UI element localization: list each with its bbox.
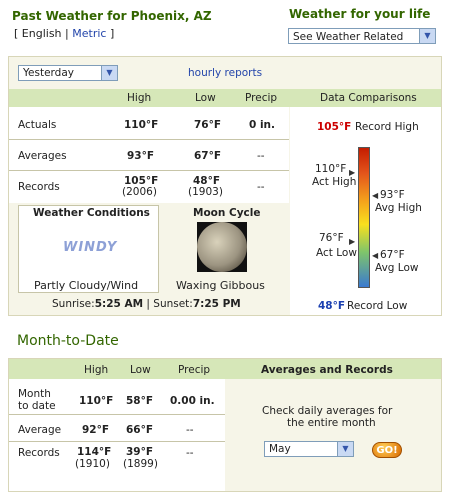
- col-comparisons: Data Comparisons: [320, 92, 417, 104]
- actual-high: 110°F: [124, 119, 159, 131]
- mtd-record-low-year: (1899): [123, 458, 158, 470]
- record-high-label: Record High: [355, 121, 419, 133]
- row-label-actuals: Actuals: [18, 119, 57, 131]
- mtd-row-label-2: to date: [18, 400, 56, 412]
- temperature-gradient-bar: [358, 147, 370, 288]
- units-separator: |: [65, 27, 69, 40]
- units-bracket-close: ]: [109, 27, 115, 40]
- mtd-col-high: High: [84, 364, 109, 376]
- chevron-down-icon[interactable]: ▼: [337, 442, 353, 456]
- mtd-col-low: Low: [130, 364, 151, 376]
- moon-title: Moon Cycle: [193, 207, 261, 219]
- record-low-value: 48°F: [318, 300, 346, 312]
- actual-low: 76°F: [194, 119, 222, 131]
- mtd-col-precip: Precip: [178, 364, 211, 376]
- go-button[interactable]: GO!: [372, 442, 402, 458]
- units-metric-link[interactable]: Metric: [72, 27, 107, 40]
- mtd-precip: 0.00 in.: [170, 395, 215, 407]
- mtd-average-label: Average: [18, 424, 62, 436]
- actual-low-value: 76°F: [319, 232, 344, 244]
- record-low-year: (1903): [188, 186, 223, 198]
- mtd-title: Month-to-Date: [17, 333, 119, 349]
- col-low: Low: [195, 92, 216, 104]
- record-high-value: 105°F: [317, 121, 352, 133]
- page-title: Past Weather for Phoenix, AZ: [12, 9, 212, 23]
- mtd-high: 110°F: [79, 395, 114, 407]
- mtd-low: 58°F: [126, 395, 154, 407]
- pointer-right-icon: ▶: [349, 237, 356, 246]
- sun-times: [52, 298, 241, 310]
- mtd-records-label: Records: [18, 447, 60, 459]
- period-select-value: Yesterday: [23, 67, 74, 79]
- col-precip: Precip: [245, 92, 278, 104]
- mtd-avg-low: 66°F: [126, 424, 154, 436]
- sunrise-label: Sunrise:: [52, 298, 95, 310]
- period-select[interactable]: [18, 65, 118, 81]
- pointer-left-icon: ◀: [372, 191, 379, 200]
- mtd-record-low: 39°F: [126, 446, 154, 458]
- chevron-down-icon[interactable]: ▼: [101, 66, 117, 80]
- divider: [9, 441, 225, 442]
- moon-phase-icon: [197, 222, 247, 272]
- mtd-record-high: 114°F: [77, 446, 112, 458]
- ar-text-1: Check daily averages for: [262, 405, 393, 417]
- avg-high-value: 93°F: [380, 189, 405, 201]
- avg-low-value: 67°F: [380, 249, 405, 261]
- sunset-label: Sunset:: [153, 298, 193, 310]
- moon-text: Waxing Gibbous: [176, 279, 265, 292]
- unit-switcher: [14, 27, 114, 40]
- record-low: 48°F: [193, 175, 221, 187]
- avg-precip: --: [257, 150, 265, 162]
- divider: [9, 139, 289, 140]
- avg-low-label: Avg Low: [375, 262, 419, 274]
- mtd-record-high-year: (1910): [75, 458, 110, 470]
- units-english: English: [21, 27, 62, 40]
- units-bracket-open: [: [14, 27, 19, 40]
- pointer-right-icon: ▶: [349, 168, 356, 177]
- avg-high-label: Avg High: [375, 202, 422, 214]
- month-select[interactable]: [264, 441, 354, 457]
- divider: [9, 414, 225, 415]
- record-precip: --: [257, 181, 265, 193]
- avg-high: 93°F: [127, 150, 155, 162]
- ar-title: Averages and Records: [261, 364, 393, 376]
- month-select-value: May: [269, 443, 291, 455]
- sun-separator: |: [146, 298, 150, 310]
- pointer-left-icon: ◀: [372, 251, 379, 260]
- mtd-row-label: Month: [18, 388, 51, 400]
- actual-low-label: Act Low: [316, 247, 357, 259]
- conditions-title: Weather Conditions: [33, 207, 150, 219]
- actual-high-value: 110°F: [315, 163, 347, 175]
- hourly-reports-link[interactable]: hourly reports: [188, 67, 263, 79]
- row-label-records: Records: [18, 181, 60, 193]
- mtd-avg-precip: --: [186, 424, 194, 436]
- chevron-down-icon[interactable]: ▼: [419, 29, 435, 43]
- row-label-averages: Averages: [18, 150, 67, 162]
- actual-precip: 0 in.: [249, 119, 276, 131]
- weather-related-value: See Weather Related: [293, 31, 404, 43]
- weather-related-select[interactable]: [288, 28, 436, 44]
- record-low-label: Record Low: [347, 300, 408, 312]
- col-high: High: [127, 92, 152, 104]
- record-high: 105°F: [124, 175, 159, 187]
- mtd-record-precip: --: [186, 447, 194, 459]
- avg-low: 67°F: [194, 150, 222, 162]
- sunrise-time: 5:25 AM: [94, 298, 144, 310]
- actual-high-label: Act High: [312, 176, 357, 188]
- brand-tagline: Weather for your life: [289, 7, 431, 21]
- mtd-avg-high: 92°F: [82, 424, 110, 436]
- ar-text-2: the entire month: [287, 417, 376, 429]
- conditions-text: Partly Cloudy/Wind: [34, 279, 139, 292]
- sunset-time: 7:25 PM: [192, 298, 241, 310]
- windy-icon: WINDY: [63, 240, 118, 255]
- record-high-year: (2006): [122, 186, 157, 198]
- divider: [9, 170, 289, 171]
